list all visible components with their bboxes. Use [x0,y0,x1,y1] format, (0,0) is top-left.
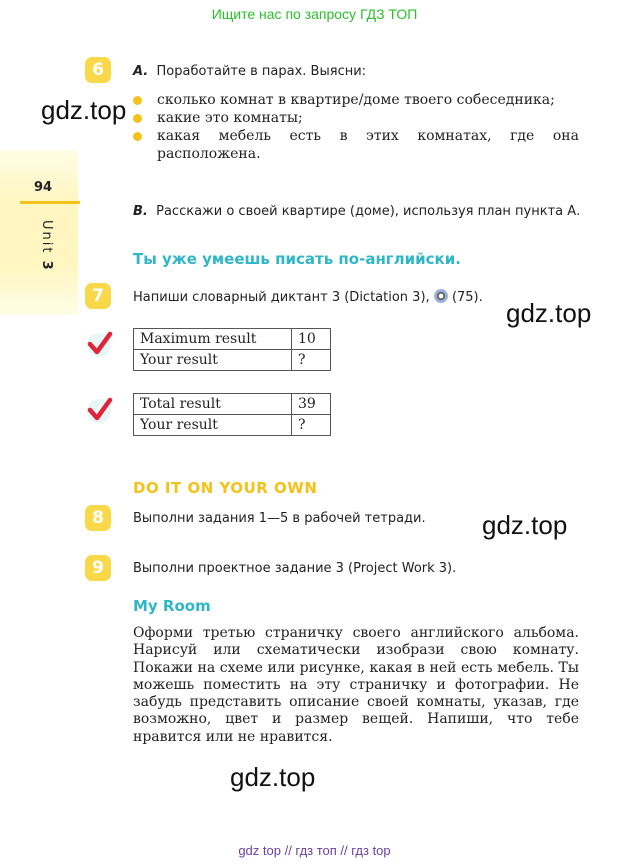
table-cell-label: Your result [134,415,292,436]
checkmark-icon [84,394,114,424]
my-room-text: Оформи третью страничку своего английского альбома. Нарисуй или схематически изобрази свою комнату. Покажи на схеме или рисунке, какая в ней есть мебель. Ты можешь поместить на эту страничку и фотографии. Не забудь представить описание своей комнаты, указав, где возможно, цвет и размер вещей. Напиши, что тебе нравится или не нравится. [133,625,579,745]
section-heading-writing: Ты уже умеешь писать по-английски. [133,250,461,268]
task7-text-line [133,289,483,305]
task6-part-a-text: Поработайте в парах. Выясни: [156,64,367,79]
unit-label [36,220,54,272]
task9-text: Выполни проектное задание 3 (Project Work 3). [133,561,457,576]
table-cell-value: 10 [292,329,331,350]
section-heading-own: DO IT ON YOUR OWN [133,479,318,497]
list-item: какая мебель есть в этих комнатах, где она расположена. [133,127,579,163]
task8-text: Выполни задания 1—5 в рабочей тетради. [133,511,426,526]
task6-part-a-label: A. [133,64,149,79]
table-row [134,350,331,371]
table-cell-label: Your result [134,350,292,371]
task-number-9: 9 [85,555,111,581]
watermark: gdz.top [41,95,127,125]
task6-part-b-label: B. [133,204,148,219]
task7-text: Напиши словарный диктант 3 (Dictation 3), [133,290,430,305]
bullet-icon [133,96,142,105]
task-number-7: 7 [85,283,111,309]
table-cell-value: 39 [292,394,331,415]
table-cell-value: ? [292,415,331,436]
list-item: сколько комнат в квартире/доме твоего собеседника; [133,91,579,109]
table-cell-label: Maximum result [134,329,292,350]
task-number-6: 6 [85,57,111,83]
table-row [134,394,331,415]
side-tab-line [20,201,80,204]
my-room-title: My Room [133,597,211,615]
page-number: 94 [34,180,53,195]
result-table-1 [133,328,331,371]
unit-number: 3 [39,260,54,272]
task6-part-b-text: Расскажи о своей квартире (доме), используя план пункта А. [156,204,581,219]
audio-disc-icon[interactable] [434,289,448,303]
top-banner[interactable]: Ищите нас по запросу ГДЗ ТОП [211,6,418,22]
checkmark-icon [84,328,114,358]
footer-links[interactable]: gdz top // гдз топ // гдз top [238,843,391,858]
bullet-icon [133,114,142,123]
list-item: какие это комнаты; [133,109,579,127]
watermark: gdz.top [230,762,316,792]
task6-part-b [133,204,580,219]
table-cell-value: ? [292,350,331,371]
task6-bullet-list [133,91,579,163]
task7-track: (75). [451,290,483,305]
table-row [134,329,331,350]
bullet-icon [133,132,142,141]
table-row [134,415,331,436]
task-number-8: 8 [85,505,111,531]
task6-part-a [133,64,366,79]
unit-word: Unit [39,220,54,255]
watermark: gdz.top [506,298,592,328]
result-table-2 [133,393,331,436]
watermark: gdz.top [482,510,568,540]
table-cell-label: Total result [134,394,292,415]
